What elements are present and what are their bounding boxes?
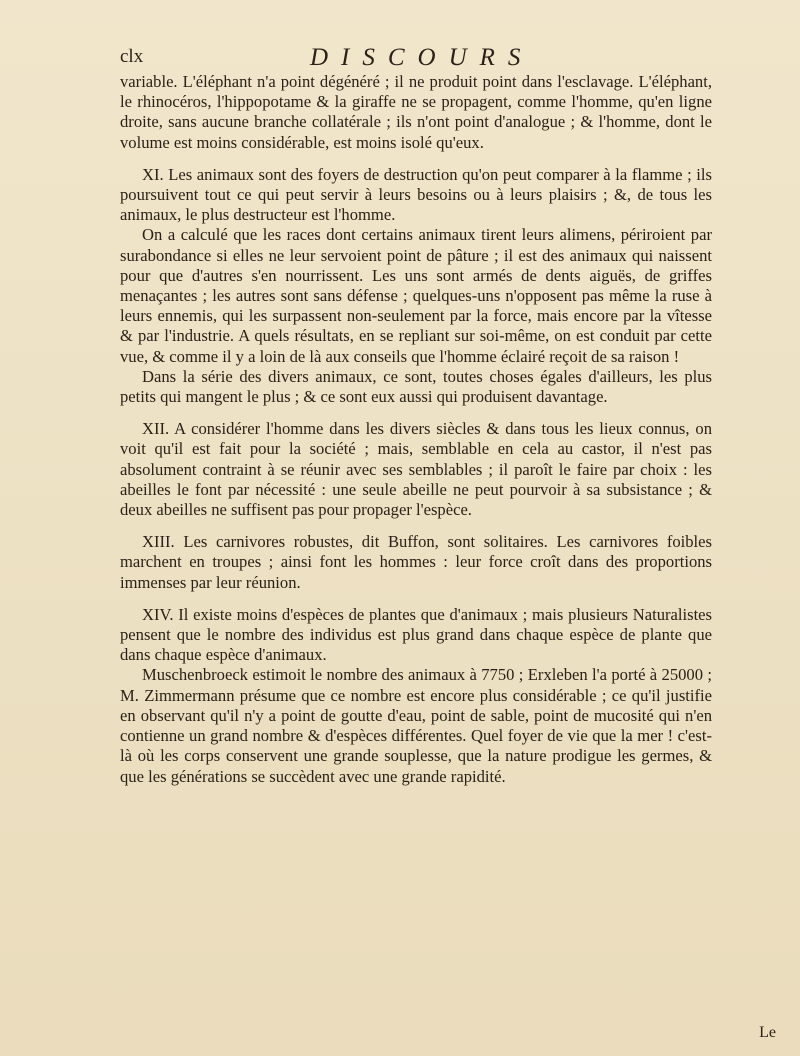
running-title: DISCOURS	[310, 44, 534, 71]
catchword: Le	[759, 1024, 776, 1041]
paragraph: On a calculé que les races dont certains animaux tirent leurs alimens, périroient par surabondance si elles ne leur servoient point de pâture ; il est des animaux qui naissent pour que d'autres s'en nourrissent. Les uns sont armés de dents aiguës, de griffes menaçantes ; les autres sont sans défense ; quelques-uns n'opposent pas même la ruse à leurs ennemis, qui les surpassent non-seulement par la force, mais encore par la vîtesse & par l'industrie. A quels résultats, en se repliant sur soi-même, on est conduit par cette vue, & comme il y a loin de là aux conseils que l'homme éclairé reçoit de sa raison !	[120, 225, 712, 366]
paragraph-section-xi: XI. Les animaux sont des foyers de destruction qu'on peut comparer à la flamme ; ils poursuivent tout ce qui peut servir à leurs besoins ou à leurs plaisirs ; &, de tous les animaux, le plus destructeur est l'homme.	[120, 164, 712, 225]
paragraph-continuation: variable. L'éléphant n'a point dégénéré ; il ne produit point dans l'esclavage. L'éléphant, le rhinocéros, l'hippopotame & la giraffe ne se propagent, comme l'homme, qu'en ligne droite, sans aucune branche collatérale ; ils n'ont point d'analogue ; & l'homme, dont le volume est moins considérable, est moins isolé qu'eux.	[120, 72, 712, 152]
paragraph-section-xii: XII. A considérer l'homme dans les divers siècles & dans tous les lieux connus, on voit qu'il est fait pour la société ; mais, semblable en cela au castor, il n'est pas absolument contraint à se réunir avec ses semblables ; il paroît le faire par choix : les abeilles le font par nécessité : une seule abeille ne peut pourvoir à sa subsistance ; & deux abeilles ne suffisent pas pour propager l'espèce.	[120, 419, 712, 520]
paragraph-section-xiii: XIII. Les carnivores robustes, dit Buffon, sont solitaires. Les carnivores foibles marchent en troupes ; ainsi font les hommes : leur force croît dans des proportions immenses par leur réunion.	[120, 532, 712, 592]
page-number: clx	[120, 46, 144, 67]
paragraph: Muschenbroeck estimoit le nombre des animaux à 7750 ; Erxleben l'a porté à 25000 ; M. Zimmermann présume que ce nombre est encore plus considérable ; ce qu'il justifie en observant qu'il n'y a point de goutte d'eau, point de sable, point de mucosité qui n'en contienne un grand nombre & d'espèces différentes. Quel foyer de vie que la mer ! c'est-là où les corps conservent une grande souplesse, que la nature prodigue les germes, & que les générations se succèdent avec une grande rapidité.	[120, 665, 712, 786]
page-header	[120, 44, 712, 72]
body-text	[120, 72, 712, 787]
paragraph-section-xiv: XIV. Il existe moins d'espèces de plantes que d'animaux ; mais plusieurs Naturalistes pensent que le nombre des individus est plus grand dans chaque espèce de plante que dans chaque espèce d'animaux.	[120, 604, 712, 665]
paragraph: Dans la série des divers animaux, ce sont, toutes choses égales d'ailleurs, les plus petits qui mangent le plus ; & ce sont eux aussi qui produisent davantage.	[120, 366, 712, 407]
